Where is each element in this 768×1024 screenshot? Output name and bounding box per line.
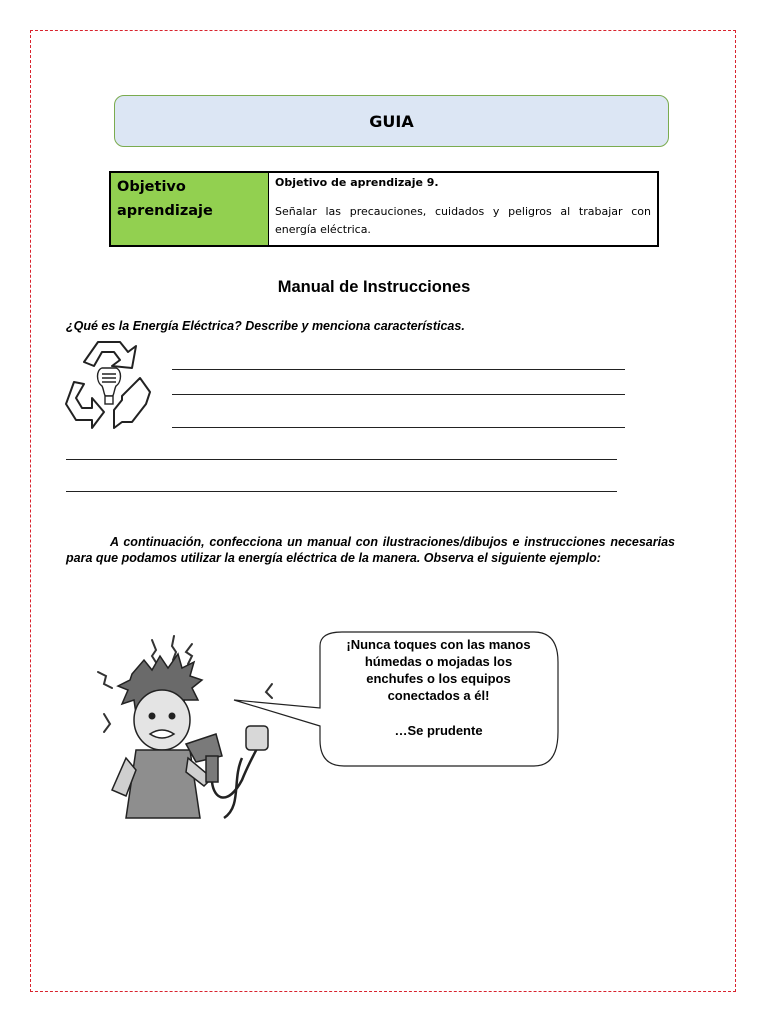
objective-title: Objetivo de aprendizaje 9.	[275, 176, 439, 189]
bubble-text	[316, 636, 561, 739]
question-text: ¿Qué es la Energía Eléctrica? Describe y menciona características.	[66, 319, 465, 333]
manual-title: Manual de Instrucciones	[277, 278, 471, 296]
answer-line-5[interactable]	[66, 491, 617, 492]
bubble-line-4: conectados a él!	[387, 688, 490, 703]
guia-title	[114, 95, 669, 147]
bubble-line-1: ¡Nunca toques con las manos	[346, 637, 531, 652]
answer-line-1[interactable]	[172, 369, 625, 370]
instructions-text: A continuación, confecciona un manual con ilustraciones/dibujos e instrucciones necesarias para que podamos utilizar la energía eléctrica de la manera. Observa el siguiente ejemplo:	[66, 535, 675, 565]
guia-title-text: GUIA	[369, 111, 414, 131]
answer-line-4[interactable]	[66, 459, 617, 460]
objective-description: Señalar las precauciones, cuidados y peligros al trabajar con energía eléctrica.	[275, 205, 651, 236]
bubble-line-5: …Se prudente	[394, 723, 483, 738]
instructions-paragraph	[66, 534, 675, 566]
objective-label-cell	[111, 173, 269, 245]
answer-line-2[interactable]	[172, 394, 625, 395]
bubble-line-2: húmedas o mojadas los	[364, 654, 513, 669]
objective-content-cell	[269, 173, 657, 245]
objective-label-line2: aprendizaje	[117, 203, 213, 219]
objective-table	[109, 171, 659, 247]
recycle-bulb-icon	[62, 338, 156, 430]
bubble-line-3: enchufes o los equipos	[366, 671, 511, 686]
objective-label-line1: Objetivo	[117, 179, 186, 195]
answer-line-3[interactable]	[172, 427, 625, 428]
